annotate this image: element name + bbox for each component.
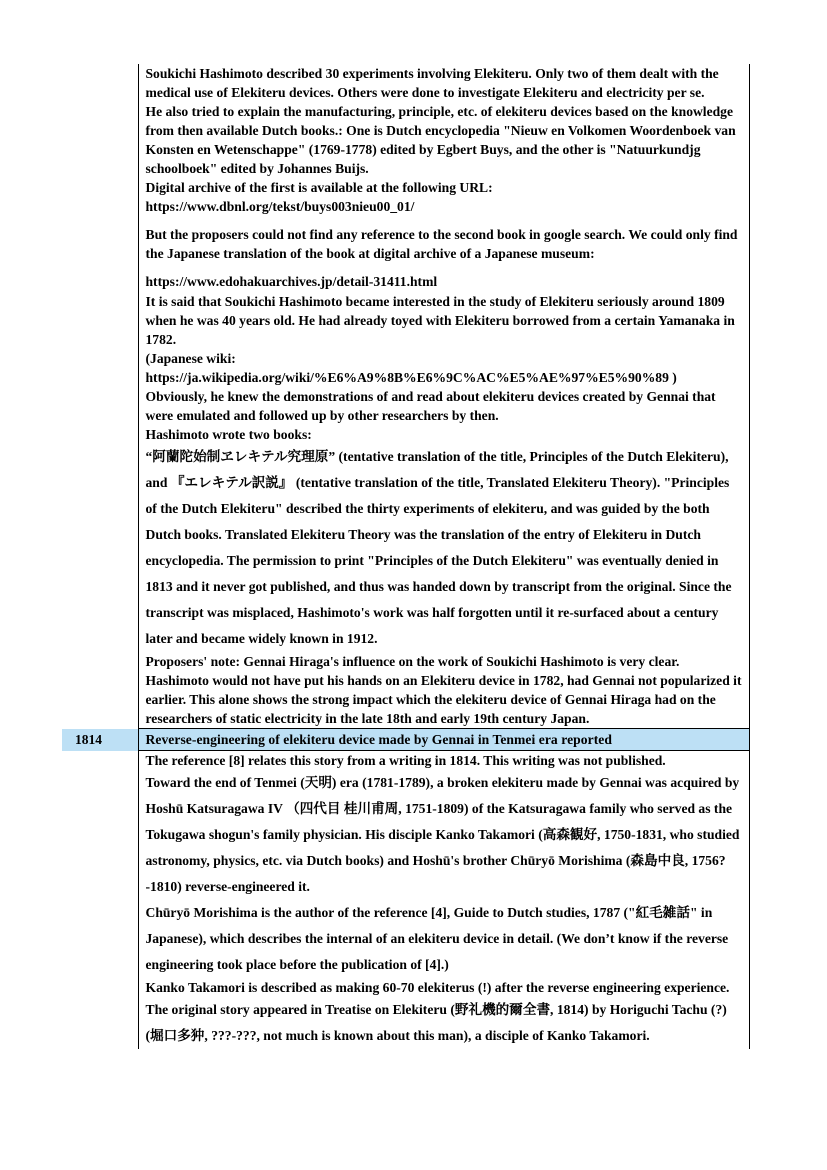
paragraph: (Japanese wiki: bbox=[145, 350, 236, 366]
url-text: https://www.edohakuarchives.jp/detail-31411.html bbox=[145, 274, 438, 290]
year-cell: 1814 bbox=[62, 729, 138, 751]
paragraph: “阿蘭陀始制ヱレキテル究理原” (tentative translation of the title, Principles of the Dutch Elekiteru), and 『エレキテル訳説』 (tentative translation of the title, Translated Elekiteru Theory). "Principles of the Dutch Elekiteru" described the thirty experiments of elekiteru, and was guided by the both Dutch books. Translated Elekiteru Theory was the translation of the entry of Elekiteru in Dutch encyclopedia. The permission to print "Principles of the Dutch Elekiteru" was eventually denied in 1813 and it never got published, and thus was handed down by transcript from the original. Since the transcript was misplaced, Hashimoto's work was half forgotten until it re-surfaced about a century later and became widely known in 1912. bbox=[145, 448, 732, 646]
body-cell bbox=[138, 64, 749, 729]
paragraph: Kanko Takamori is described as making 60-70 elekiterus (!) after the reverse engineering experience. bbox=[145, 980, 730, 996]
body-cell bbox=[138, 751, 749, 1050]
table-body bbox=[62, 64, 749, 1049]
paragraph: But the proposers could not find any reference to the second book in google search. We could only find the Japanese translation of the book at digital archive of a Japanese museum: bbox=[145, 227, 738, 262]
paragraph: Hashimoto wrote two books: bbox=[145, 426, 312, 442]
year-cell bbox=[62, 751, 138, 1050]
paragraph: Digital archive of the first is available at the following URL: bbox=[145, 180, 493, 196]
year-cell bbox=[62, 64, 138, 729]
paragraph: The original story appeared in Treatise on Elekiteru (野礼機的爾全書, 1814) by Horiguchi Tachu (?) (堀口多狆, ???-???, not much is known about this man), a disciple of Kanko Takamori. bbox=[145, 1002, 727, 1044]
paragraph: Obviously, he knew the demonstrations of and read about elekiteru devices created by Gennai that were emulated and followed up by other researchers by then. bbox=[145, 388, 716, 423]
url-text: https://www.dbnl.org/tekst/buys003nieu00_01/ bbox=[145, 199, 415, 215]
paragraph: Toward the end of Tenmei (天明) era (1781-1789), a broken elekiteru made by Gennai was acquired by Hoshū Katsuragawa IV （四代目 桂川甫周, 1751-1809) of the Katsuragawa family who served as the Tokugawa shogun's family physician. His disciple Kanko Takamori (高森観好, 1750-1831, who studied astronomy, physics, etc. via Dutch books) and Hoshū's brother Chūryō Morishima (森島中良, 1756?-1810) reverse-engineered it. bbox=[145, 775, 740, 895]
paragraph: It is said that Soukichi Hashimoto became interested in the study of Elekiteru seriously around 1809 when he was 40 years old. He had already toyed with Elekiteru borrowed from a certain Yamanaka in 1782. bbox=[145, 293, 735, 347]
chronology-table bbox=[62, 64, 750, 1049]
event-title: Reverse-engineering of elekiteru device made by Gennai in Tenmei era reported bbox=[145, 732, 612, 748]
table-row bbox=[62, 751, 749, 1050]
body-cell bbox=[138, 729, 749, 751]
paragraph: Soukichi Hashimoto described 30 experiments involving Elekiteru. Only two of them dealt with the medical use of Elekiteru devices. Others were done to investigate Elekiteru and electricity per se. bbox=[145, 66, 719, 101]
paragraph: He also tried to explain the manufacturing, principle, etc. of elekiteru devices based on the knowledge from then available Dutch books.: One is Dutch encyclopedia "Nieuw en Volkomen Woordenboek van Konsten en Wetenschappe" (1769-1778) edited by Egbert Buys, and the other is "Natuurkundjg schoolboek" edited by Johannes Buijs. bbox=[145, 104, 736, 177]
paragraph: The reference [8] relates this story from a writing in 1814. This writing was not published. bbox=[145, 753, 666, 769]
paragraph: Chūryō Morishima is the author of the reference [4], Guide to Dutch studies, 1787 ("紅毛雑話" in Japanese), which describes the internal of an elekiteru device in detail. (We don’t know if the reverse engineering took place before the publication of [4].) bbox=[145, 905, 729, 973]
paragraph: Proposers' note: Gennai Hiraga's influence on the work of Soukichi Hashimoto is very clear. Hashimoto would not have put his hands on an Elekiteru device in 1782, had Gennai not popularized it earlier. This alone shows the strong impact which the elekiteru device of Gennai Hiraga had on the researchers of static electricity in the late 18th and early 19th century Japan. bbox=[145, 653, 742, 727]
event-row bbox=[62, 729, 749, 751]
table-row bbox=[62, 64, 749, 729]
url-text: https://ja.wikipedia.org/wiki/%E6%A9%8B%E6%9C%AC%E5%AE%97%E5%90%89 ) bbox=[145, 369, 677, 385]
